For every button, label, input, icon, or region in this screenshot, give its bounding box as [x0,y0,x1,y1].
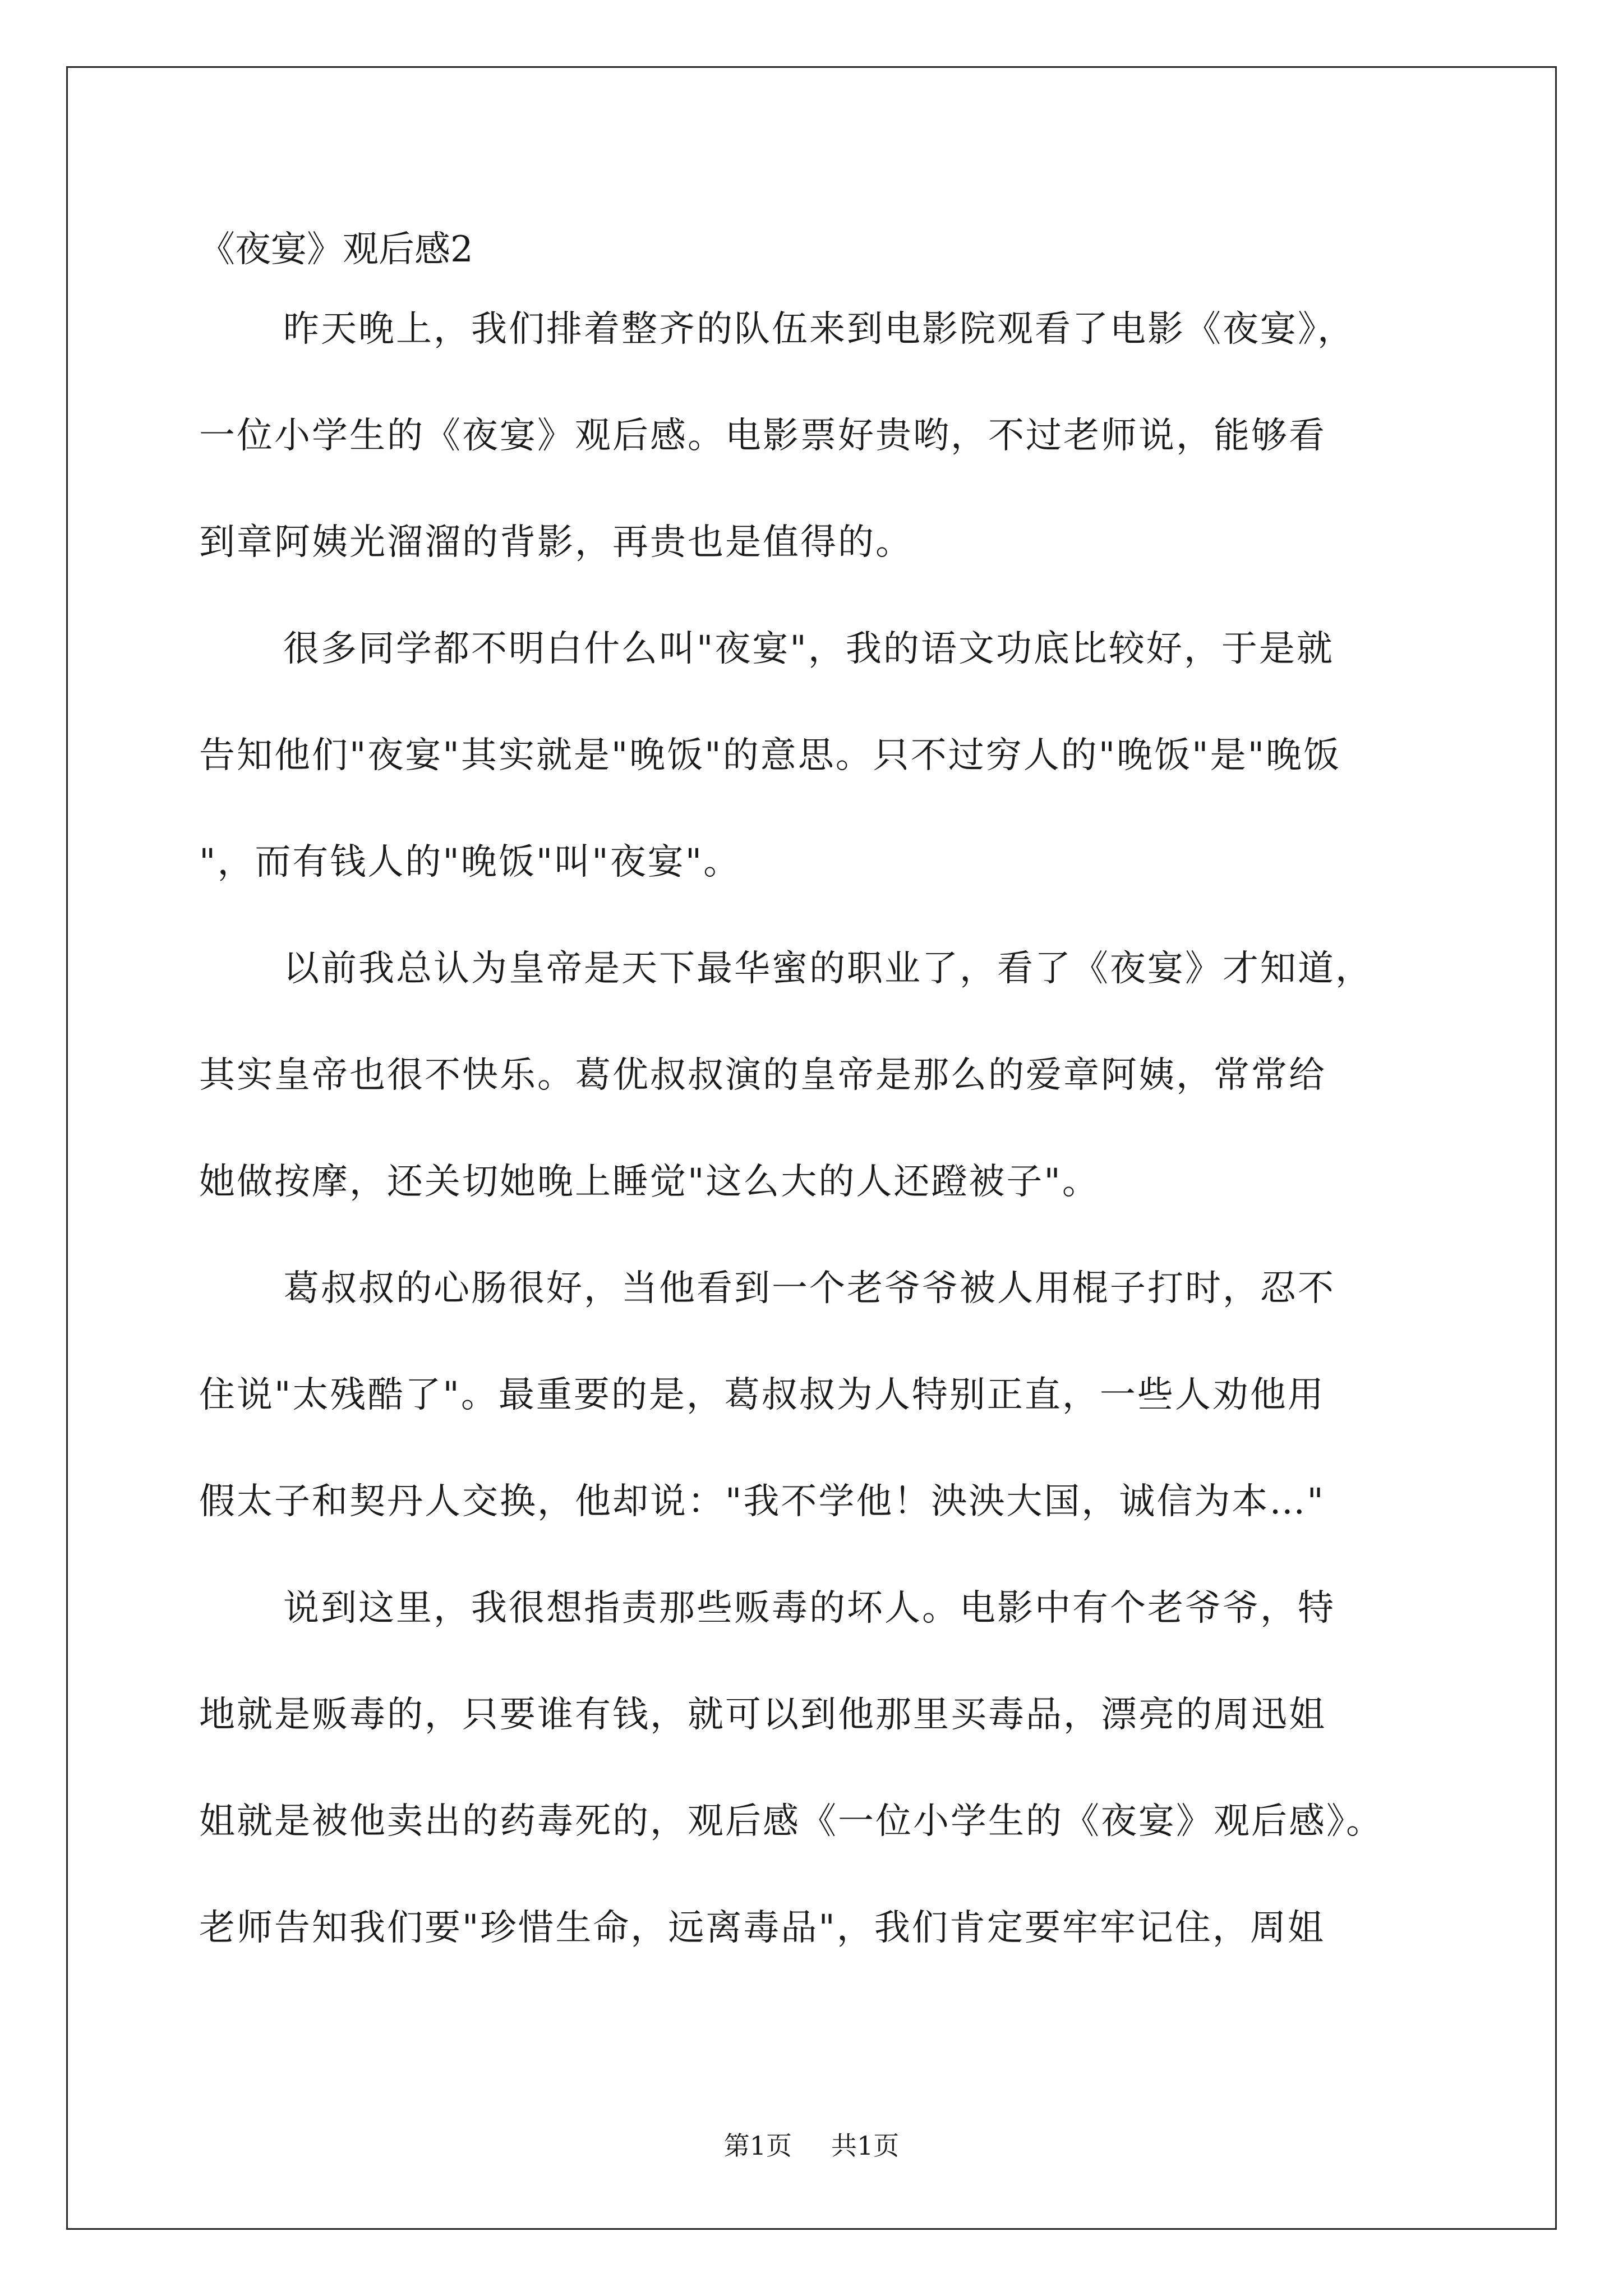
text-line: 姐就是被他卖出的药毒死的，观后感《一位小学生的《夜宴》观后感》。 [199,1801,1384,1842]
page-total: 共1页 [831,2131,900,2161]
text-line: 一位小学生的《夜宴》观后感。电影票好贵哟，不过老师说，能够看 [199,415,1326,457]
text-line: 地就是贩毒的，只要谁有钱，就可以到他那里买毒品，漂亮的周迅姐 [199,1694,1326,1736]
document-title: 《夜宴》观后感2 [199,229,473,270]
page-number: 第1页 [723,2131,792,2161]
text-line: 很多同学都不明白什么叫"夜宴"，我的语文功底比较好，于是就 [283,628,1334,670]
text-line: 其实皇帝也很不快乐。葛优叔叔演的皇帝是那么的爱章阿姨，常常给 [199,1055,1326,1096]
text-line: 以前我总认为皇帝是天下最华蜜的职业了，看了《夜宴》才知道， [283,948,1373,990]
text-line: 到章阿姨光溜溜的背影，再贵也是值得的。 [199,522,913,563]
text-line: 假太子和契丹人交换，他却说："我不学他！泱泱大国，诚信为本…" [199,1481,1325,1522]
text-line: 葛叔叔的心肠很好，当他看到一个老爷爷被人用棍子打时，忍不 [283,1268,1335,1309]
text-line: 昨天晚上，我们排着整齐的队伍来到电影院观看了电影《夜宴》， [283,309,1355,350]
text-line: "，而有钱人的"晚饭"叫"夜宴"。 [199,841,741,883]
text-line: 她做按摩，还关切她晚上睡觉"这么大的人还蹬被子"。 [199,1161,1100,1203]
text-line: 住说"太残酷了"。最重要的是，葛叔叔为人特别正直，一些人劝他用 [199,1374,1325,1416]
page-footer [0,2129,1623,2162]
text-line: 老师告知我们要"珍惜生命，远离毒品"，我们肯定要牢牢记住，周姐 [199,1907,1325,1949]
text-line: 说到这里，我很想指责那些贩毒的坏人。电影中有个老爷爷，特 [283,1588,1335,1629]
text-line: 告知他们"夜宴"其实就是"晚饭"的意思。只不过穷人的"晚饭"是"晚饭 [199,735,1341,776]
